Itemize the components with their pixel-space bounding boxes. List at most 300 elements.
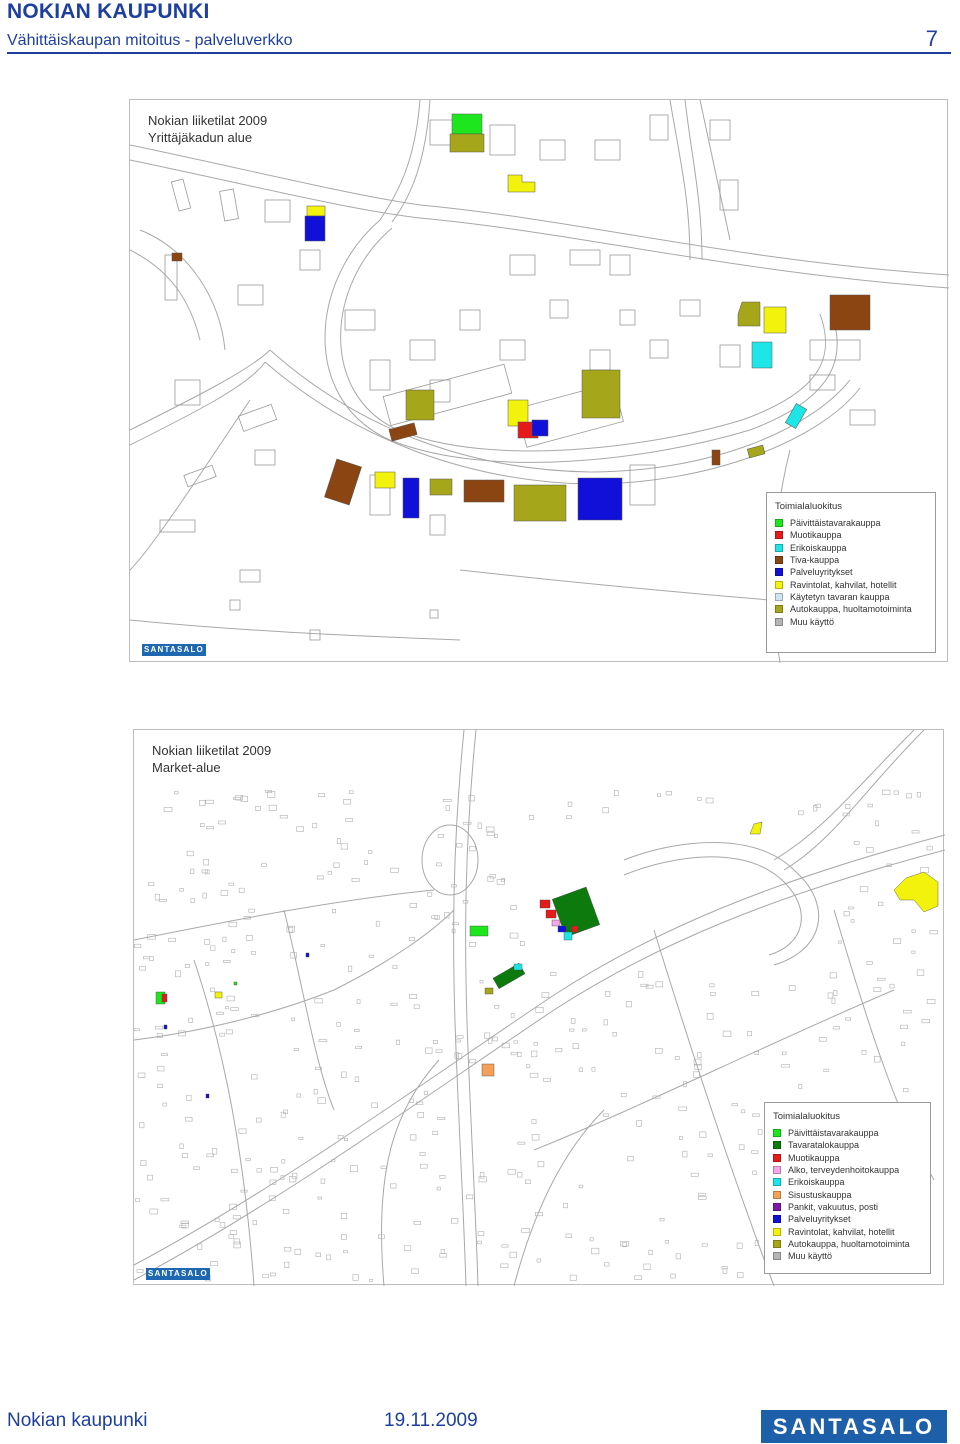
building-outline [739, 1145, 744, 1150]
building-outline [627, 1157, 633, 1161]
building-outline [508, 1170, 516, 1175]
santasalo-logo: SANTASALO [761, 1410, 947, 1443]
building-outline [318, 1197, 322, 1199]
building-outline [283, 1209, 289, 1213]
legend-label: Palveluyritykset [788, 1214, 851, 1225]
building-outline [753, 1114, 760, 1116]
header-divider [7, 52, 951, 54]
legend-item [773, 1250, 922, 1262]
building-outline [443, 799, 451, 801]
legend-label: Erikoiskauppa [788, 1177, 845, 1188]
building-outline [233, 1216, 240, 1219]
building-outline [212, 1149, 216, 1155]
building-outline [511, 1013, 514, 1017]
building-outline [175, 791, 179, 794]
building-outline [321, 1179, 325, 1183]
legend-label: Ravintolat, kahvilat, hotellit [790, 579, 897, 590]
building-outline [355, 1029, 360, 1031]
building-outline [344, 1250, 348, 1252]
building-outline [737, 1243, 742, 1249]
building-outline [315, 999, 322, 1003]
building-outline [537, 1259, 541, 1262]
building-outline [890, 984, 894, 988]
legend-swatch [775, 556, 783, 564]
building-outline [878, 902, 883, 906]
building-outline [229, 1235, 234, 1239]
building-outline [604, 1020, 608, 1025]
building-outline [206, 800, 214, 803]
building-outline [679, 1107, 687, 1110]
building-outline [341, 844, 348, 849]
building-outline [269, 805, 276, 810]
legend-item [773, 1188, 922, 1200]
building-outline [391, 868, 399, 873]
building-outline [592, 1068, 595, 1072]
building-outline [649, 1250, 652, 1255]
building-outline [893, 939, 900, 944]
legend-item [775, 517, 927, 529]
building-outline [435, 916, 440, 920]
report-title: NOKIAN KAUPUNKI [7, 0, 210, 23]
building-outline [530, 1073, 538, 1077]
building-outline [180, 1144, 184, 1149]
building-outline [520, 941, 524, 945]
building-outline [357, 1000, 360, 1004]
building-outline [478, 823, 482, 829]
building-outline [226, 1030, 232, 1034]
building-outline [566, 816, 571, 819]
building-outline [590, 1238, 593, 1241]
building-outline [321, 945, 325, 947]
building-outline [882, 790, 890, 795]
building-outline [438, 834, 444, 837]
building-outline [605, 1263, 609, 1266]
building-outline [514, 1041, 517, 1043]
legend-swatch [773, 1178, 781, 1186]
building-outline [183, 1153, 188, 1157]
legend-swatch [773, 1166, 781, 1174]
building-outline [134, 944, 141, 948]
building-outline [169, 938, 176, 941]
building-outline [912, 930, 916, 933]
building-outline [437, 863, 442, 866]
building-outline [356, 1046, 362, 1049]
building-outline [391, 1003, 397, 1005]
footer-date: 19.11.2009 [384, 1410, 478, 1431]
building-outline [488, 877, 493, 882]
building-outline [410, 1135, 416, 1140]
legend-swatch [775, 581, 783, 589]
building-outline [666, 792, 671, 796]
building-outline [917, 793, 921, 798]
building-outline [225, 1007, 228, 1009]
building-outline [219, 821, 226, 824]
building-outline [702, 1244, 707, 1246]
building-outline [220, 1033, 225, 1036]
building-outline [738, 1273, 744, 1278]
building-outline [409, 994, 417, 998]
building-outline [571, 1018, 575, 1023]
building-outline [223, 937, 226, 941]
building-outline [341, 1235, 346, 1240]
building-outline [830, 973, 836, 978]
building-outline [707, 1013, 713, 1019]
building-outline [140, 966, 146, 970]
building-outline [878, 978, 886, 980]
legend-item [775, 615, 927, 627]
building-outline [824, 1069, 829, 1072]
building-outline [239, 1129, 246, 1133]
building-outline [342, 1072, 347, 1078]
building-outline [655, 1048, 662, 1053]
legend-item [773, 1213, 922, 1225]
building-outline [849, 907, 854, 909]
legend-swatch [775, 568, 783, 576]
building-outline [284, 1247, 291, 1251]
legend-item [773, 1176, 922, 1188]
building-outline [317, 876, 323, 879]
building-outline [230, 1231, 236, 1235]
map-market-alue-subtitle: Market-alue [152, 760, 221, 775]
building-outline [758, 1130, 762, 1135]
building-outline [420, 1153, 425, 1156]
map-yrittajakatu-title [148, 112, 267, 146]
building-outline [789, 985, 795, 990]
building-outline [903, 1010, 911, 1013]
building-outline [150, 957, 154, 961]
building-outline [834, 1027, 840, 1029]
building-outline [299, 1137, 303, 1139]
building-outline [912, 831, 919, 833]
building-outline [676, 1254, 681, 1259]
building-outline [478, 1241, 482, 1244]
building-outline [525, 1180, 530, 1184]
legend-item [775, 603, 927, 615]
map-market-alue-title-line: Nokian liiketilat 2009 [152, 743, 272, 758]
building-outline [927, 999, 935, 1003]
building-outline [603, 1114, 609, 1116]
building-outline [257, 1169, 262, 1172]
building-outline [606, 991, 610, 996]
building-outline [700, 1132, 706, 1138]
building-outline [198, 1244, 202, 1250]
building-outline [161, 1054, 167, 1056]
legend-label: Muu käyttö [788, 1251, 833, 1262]
building-outline [424, 1091, 427, 1094]
building-outline [328, 872, 332, 875]
building-outline [480, 1172, 484, 1178]
building-outline [433, 1040, 437, 1043]
building-outline [433, 1131, 438, 1134]
building-outline [180, 1225, 186, 1227]
building-outline [369, 955, 374, 957]
building-outline [563, 1203, 567, 1207]
building-outline [544, 1078, 551, 1081]
building-outline [138, 1073, 145, 1078]
legend-label: Erikoiskauppa [790, 542, 847, 553]
building-outline [246, 1158, 251, 1160]
building-outline [851, 920, 854, 923]
legend-swatch [773, 1154, 781, 1162]
building-outline [665, 1240, 669, 1243]
building-outline [349, 791, 353, 794]
building-outline [691, 1173, 698, 1176]
map-yrittajakatu-title-line: Nokian liiketilat 2009 [148, 113, 268, 128]
building-outline [698, 1196, 706, 1199]
legend-label: Tavaratalokauppa [788, 1140, 860, 1151]
building-outline [542, 993, 549, 998]
building-outline [158, 1066, 165, 1071]
building-outline [234, 798, 241, 800]
building-outline [846, 1018, 851, 1020]
building-outline [875, 821, 878, 826]
building-outline [147, 1175, 152, 1180]
building-outline [723, 1031, 731, 1037]
building-outline [291, 953, 297, 959]
footer-organization: Nokian kaupunki [7, 1410, 148, 1431]
building-outline [376, 921, 379, 926]
building-outline [155, 1026, 162, 1029]
legend-item [775, 578, 927, 590]
building-outline [868, 804, 873, 807]
building-outline [202, 870, 207, 873]
building-outline [502, 1245, 508, 1247]
building-outline [752, 1151, 759, 1154]
building-outline [211, 988, 215, 992]
building-outline [282, 1160, 285, 1163]
building-outline [732, 1104, 738, 1106]
legend-label: Muu käyttö [790, 616, 835, 627]
building-outline [203, 893, 207, 898]
building-outline [635, 1276, 642, 1280]
building-outline [656, 982, 663, 987]
building-outline [350, 1166, 357, 1172]
building-outline [550, 972, 556, 975]
building-outline [393, 965, 397, 969]
building-outline [819, 1038, 826, 1042]
building-outline [319, 794, 325, 797]
building-outline [368, 851, 372, 854]
building-outline [534, 1043, 538, 1046]
legend-swatch [773, 1240, 781, 1248]
building-outline [297, 1094, 301, 1097]
legend-label: Sisustuskauppa [788, 1189, 852, 1200]
building-outline [239, 888, 244, 892]
building-outline [874, 1056, 880, 1062]
building-outline [451, 1218, 458, 1223]
building-outline [205, 940, 210, 945]
building-outline [917, 970, 924, 976]
building-outline [251, 1075, 257, 1079]
building-outline [344, 799, 351, 804]
building-outline [626, 1001, 631, 1007]
building-outline [246, 936, 252, 941]
building-outline [420, 1164, 427, 1168]
building-outline [748, 1032, 752, 1036]
building-outline [280, 816, 287, 819]
building-outline [313, 823, 317, 828]
building-outline [637, 1121, 642, 1127]
building-outline [570, 1029, 574, 1031]
legend-title: Toimialaluokitus [773, 1111, 841, 1122]
building-outline [440, 1175, 445, 1178]
building-outline [518, 1142, 525, 1144]
building-outline [510, 933, 518, 938]
building-outline [566, 1234, 572, 1238]
building-outline [140, 1123, 144, 1128]
building-outline [241, 796, 248, 802]
building-outline [293, 1173, 297, 1179]
building-outline [262, 863, 267, 866]
building-outline [710, 992, 715, 995]
building-outline [478, 1232, 484, 1236]
building-outline [753, 1171, 757, 1175]
legend-title: Toimialaluokitus [775, 501, 843, 512]
legend-item [775, 591, 927, 603]
building-outline [526, 1065, 530, 1068]
building-outline [867, 962, 873, 965]
building-outline [480, 980, 483, 983]
legend-swatch [773, 1129, 781, 1137]
building-outline [314, 1089, 317, 1094]
building-outline [438, 1117, 445, 1119]
legend-item [773, 1139, 922, 1151]
legend-swatch [775, 593, 783, 601]
building-outline [337, 1022, 341, 1026]
building-outline [486, 827, 494, 831]
building-outline [838, 941, 841, 943]
map-yrittajakatu [129, 99, 948, 662]
building-outline [844, 911, 849, 916]
building-outline [854, 841, 859, 844]
building-outline [391, 1184, 397, 1188]
building-outline [326, 1255, 330, 1260]
building-outline [231, 1008, 239, 1011]
building-outline [782, 1065, 790, 1067]
legend-swatch [773, 1141, 781, 1149]
building-outline [297, 827, 304, 832]
legend-item [775, 554, 927, 566]
building-outline [161, 1198, 169, 1201]
building-outline [723, 1269, 727, 1274]
building-outline [136, 1199, 140, 1202]
legend-item [773, 1164, 922, 1176]
map-yrittajakatu-legend [766, 492, 936, 653]
legend-label: Muotikauppa [788, 1152, 840, 1163]
building-outline [285, 1262, 289, 1268]
building-outline [706, 798, 713, 803]
building-outline [494, 834, 497, 838]
building-outline [638, 972, 643, 978]
building-outline [927, 846, 932, 850]
building-outline [603, 808, 609, 813]
building-outline [860, 887, 868, 892]
building-outline [485, 1033, 490, 1038]
legend-item [773, 1225, 922, 1237]
building-outline [180, 888, 184, 891]
legend-swatch [775, 531, 783, 539]
building-outline [660, 1218, 664, 1221]
building-outline [352, 878, 359, 881]
building-outline [220, 1222, 225, 1227]
legend-item [775, 529, 927, 541]
map-market-alue-legend [764, 1102, 931, 1274]
map-market-alue-title [152, 742, 271, 776]
building-outline [206, 963, 209, 966]
building-outline [457, 843, 462, 847]
map-yrittajakatu-logo-badge: SANTASALO [142, 644, 206, 656]
building-outline [782, 1052, 786, 1055]
building-outline [535, 1212, 542, 1215]
building-outline [573, 1044, 579, 1049]
legend-item [773, 1152, 922, 1164]
legend-swatch [773, 1228, 781, 1236]
building-outline [190, 869, 194, 873]
building-outline [353, 1274, 358, 1280]
building-outline [867, 848, 874, 853]
building-outline [217, 1012, 224, 1014]
building-outline [536, 1008, 543, 1013]
building-outline [199, 800, 205, 805]
building-outline [446, 806, 450, 811]
building-outline [252, 951, 256, 954]
building-outline [346, 818, 353, 821]
building-outline [428, 893, 432, 897]
building-outline [683, 1151, 687, 1157]
building-outline [708, 1154, 712, 1157]
map-yrittajakatu-subtitle: Yrittäjäkadun alue [148, 130, 253, 145]
building-outline [204, 859, 209, 865]
building-outline [227, 996, 235, 1001]
building-outline [698, 1053, 702, 1058]
building-outline [294, 1049, 299, 1051]
building-outline [752, 991, 759, 995]
building-outline [137, 1269, 143, 1272]
building-outline [532, 1134, 539, 1140]
building-outline [457, 1036, 463, 1039]
building-outline [404, 1246, 411, 1251]
building-outline [487, 832, 494, 835]
building-outline [538, 1162, 544, 1167]
building-outline [846, 805, 850, 809]
building-outline [832, 998, 835, 1003]
building-outline [613, 1032, 617, 1036]
building-outline [912, 951, 915, 953]
building-outline [582, 1029, 586, 1031]
legend-label: Päivittäistavarakauppa [788, 1128, 879, 1139]
building-outline [175, 971, 180, 977]
building-outline [255, 807, 260, 811]
building-outline [497, 880, 504, 885]
building-outline [187, 851, 193, 856]
building-outline [518, 1052, 522, 1056]
building-outline [495, 1005, 499, 1008]
building-outline [469, 1060, 475, 1063]
building-outline [319, 1040, 327, 1042]
building-outline [241, 1190, 247, 1192]
legend-label: Autokauppa, huoltamotoiminta [790, 604, 912, 615]
building-outline [141, 1161, 146, 1166]
legend-swatch [775, 605, 783, 613]
building-outline [185, 964, 189, 967]
building-outline [372, 1103, 378, 1108]
page-number: 7 [925, 26, 938, 51]
building-outline [456, 1040, 461, 1042]
building-outline [436, 1050, 442, 1053]
building-outline [741, 1110, 745, 1113]
building-outline [922, 1020, 930, 1023]
building-outline [658, 794, 661, 797]
